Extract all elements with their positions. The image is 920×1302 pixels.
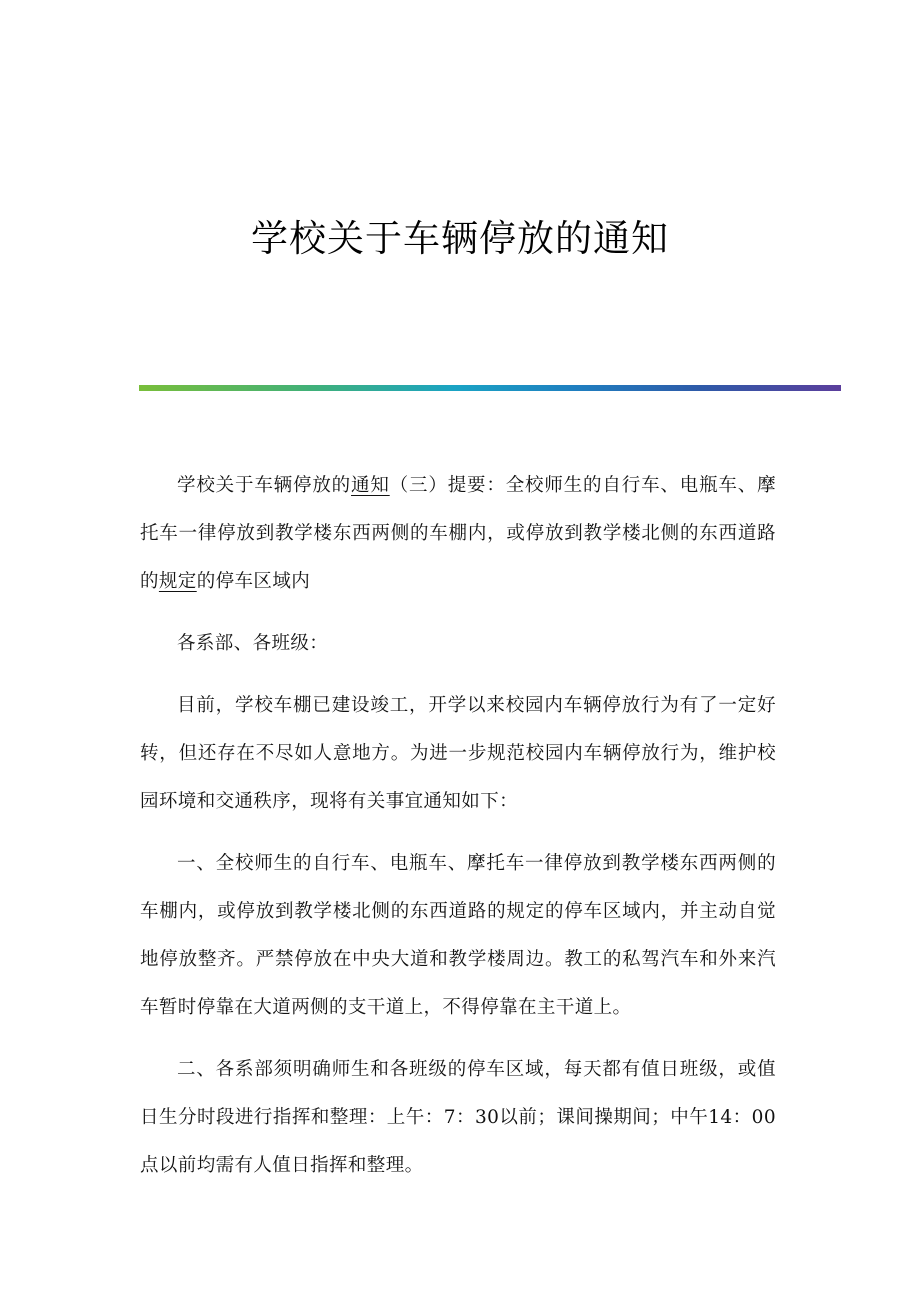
gradient-divider: [139, 385, 841, 391]
intro-text-mid: （三）提要：全校师生的自行车、电瓶车、摩托车一律停放到教学楼东西两侧的车棚内，或停放到教学楼北侧的东西道路的: [140, 475, 776, 592]
intro-text-post: 的停车区域内: [196, 571, 311, 592]
background-paragraph: 目前，学校车棚已建设竣工，开学以来校园内车辆停放行为有了一定好转，但还存在不尽如人意地方。为进一步规范校园内车辆停放行为，维护校园环境和交通秩序，现将有关事宜通知如下：: [140, 695, 776, 812]
intro-text-pre: 学校关于车辆停放的: [177, 475, 352, 496]
intro-paragraph: [140, 462, 776, 606]
rule-two-paragraph: 二、各系部须明确师生和各班级的停车区域，每天都有值日班级，或值日生分时段进行指挥和整理：上午：7：30以前；课间操期间；中午14：00点以前均需有人值日指挥和整理。: [140, 1059, 776, 1176]
notice-link[interactable]: 通知: [351, 475, 390, 496]
regulation-link[interactable]: 规定: [158, 571, 197, 592]
document-title: 学校关于车辆停放的通知: [251, 217, 669, 260]
document-body: [140, 462, 776, 1204]
salutation-paragraph: 各系部、各班级：: [177, 633, 329, 654]
rule-one-paragraph: 一、全校师生的自行车、电瓶车、摩托车一律停放到教学楼东西两侧的车棚内，或停放到教学楼北侧的东西道路的规定的停车区域内，并主动自觉地停放整齐。严禁停放在中央大道和教学楼周边。教工的私驾汽车和外来汽车暂时停靠在大道两侧的支干道上，不得停靠在主干道上。: [140, 853, 776, 1018]
